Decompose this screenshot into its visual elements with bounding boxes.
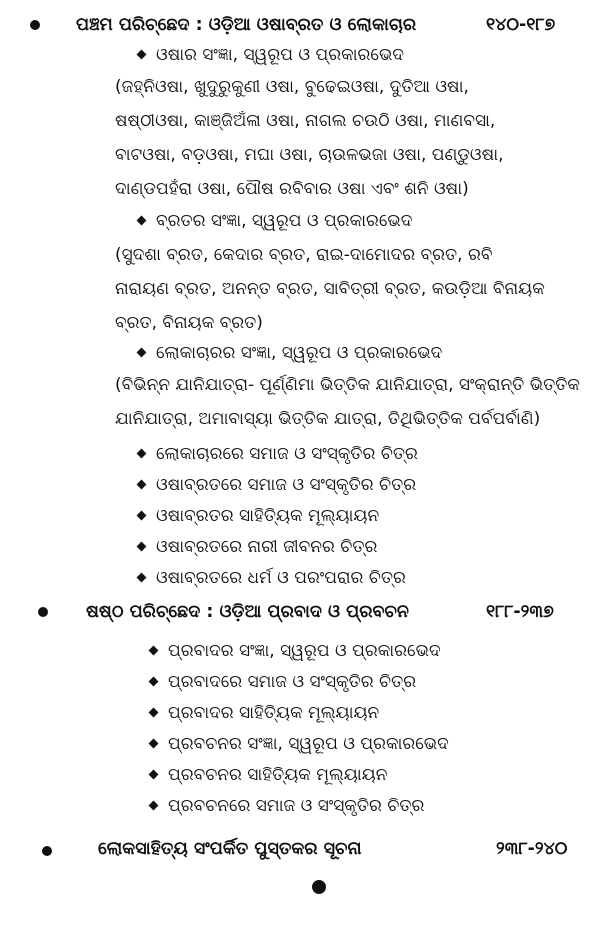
detail-line: ବାଟଓଷା, ବଡ଼ଓଷା, ମଘା ଓଷା, ଚାଉଳଭଜା ଓଷା, ପଣ୍ଡୁଓଷା,: [115, 145, 504, 165]
chapter-bullet-icon: [30, 20, 40, 30]
section-bullet-icon: [149, 801, 159, 811]
section-heading: ଲୋକାଚାରର ସଂଜ୍ଞା, ସ୍ୱରୂପ ଓ ପ୍ରକାରଭେଦ: [156, 343, 443, 363]
detail-line: ଦାଣ୍ଡପହଁରା ଓଷା, ପୌଷ ରବିବାର ଓଷା ଏବଂ ଶନି ଓଷା): [115, 179, 469, 199]
section-heading: ଓଷାବ୍ରତରେ ନାରୀ ଜୀବନର ଚିତ୍ର: [156, 537, 378, 557]
section-heading: ପ୍ରବଚନର ସଂଜ୍ଞା, ସ୍ୱରୂପ ଓ ପ୍ରକାରଭେଦ: [168, 734, 449, 754]
section-bullet-icon: [137, 216, 147, 226]
chapter-pages: ୧୮୮-୨୩୭: [486, 602, 554, 622]
detail-line: (ବିଭିନ୍ନ ଯାନିଯାତ୍ରା- ପୂର୍ଣ୍ଣିମା ଭିତ୍ତିକ ଯାନିଯାତ୍ରା, ସଂକ୍ରାନ୍ତି ଭିତ୍ତିକ: [115, 375, 580, 395]
detail-line: ଷଷ୍ଠୀଓଷା, କାଞ୍ଜିଅଁଳା ଓଷା, ନାଗଲ ଚଉଠି ଓଷା, ମାଣବସା,: [115, 111, 496, 131]
section-heading: ଓଷାବ୍ରତର ସାହିତ୍ୟିକ ମୂଲ୍ୟାୟନ: [156, 506, 380, 526]
section-bullet-icon: [137, 348, 147, 358]
section-heading: ପ୍ରବାଦର ସଂଜ୍ଞା, ସ୍ୱରୂପ ଓ ପ୍ରକାରଭେଦ: [168, 641, 441, 661]
section-bullet-icon: [137, 573, 147, 583]
page-end-dot-icon: [312, 880, 326, 894]
detail-line: ବ୍ରତ, ବିନାୟକ ବ୍ରତ): [115, 313, 263, 333]
chapter-pages: ୨୩୮-୨୪୦: [496, 839, 568, 859]
section-heading: ଓଷାବ୍ରତରେ ସମାଜ ଓ ସଂସ୍କୃତିର ଚିତ୍ର: [156, 475, 417, 495]
section-heading: ପ୍ରବାଦରେ ସମାଜ ଓ ସଂସ୍କୃତିର ଚିତ୍ର: [168, 672, 417, 692]
section-bullet-icon: [149, 708, 159, 718]
section-bullet-icon: [137, 480, 147, 490]
section-heading: ପ୍ରବାଦର ସାହିତ୍ୟିକ ମୂଲ୍ୟାୟନ: [168, 703, 380, 723]
detail-line: ଯାନିଯାତ୍ରା, ଅମାବାସ୍ୟା ଭିତ୍ତିକ ଯାତ୍ରା, ତିଥିଭିତ୍ତିକ ପର୍ବପର୍ବାଣି): [115, 409, 541, 429]
section-bullet-icon: [149, 646, 159, 656]
section-bullet-icon: [137, 542, 147, 552]
section-bullet-icon: [137, 449, 147, 459]
detail-line: ନାରାୟଣ ବ୍ରତ, ଅନନ୍ତ ବ୍ରତ, ସାବିତ୍ରୀ ବ୍ରତ, କଉଡ଼ିଆ ବିନାୟକ: [115, 279, 545, 299]
section-bullet-icon: [149, 770, 159, 780]
section-heading: ବ୍ରତର ସଂଜ୍ଞା, ସ୍ୱରୂପ ଓ ପ୍ରକାରଭେଦ: [156, 211, 413, 231]
section-heading: ଓଷାର ସଂଜ୍ଞା, ସ୍ୱରୂପ ଓ ପ୍ରକାରଭେଦ: [156, 45, 405, 65]
detail-line: (ସୁଦଶା ବ୍ରତ, କେଦାର ବ୍ରତ, ରାଇ-ଦାମୋଦର ବ୍ରତ, ରବି: [115, 245, 493, 265]
chapter-title: ଷଷ୍ଠ ପରିଚ୍ଛେଦ : ଓଡ଼ିଆ ପ୍ରବାଦ ଓ ପ୍ରବଚନ: [86, 602, 409, 622]
section-bullet-icon: [149, 677, 159, 687]
chapter-pages: ୧୪୦-୧୮୭: [486, 15, 556, 35]
chapter-title: ପଞ୍ଚମ ପରିଚ୍ଛେଦ : ଓଡ଼ିଆ ଓଷାବ୍ରତ ଓ ଲୋକାଚାର: [76, 15, 417, 35]
section-heading: ଲୋକାଚାରରେ ସମାଜ ଓ ସଂସ୍କୃତିର ଚିତ୍ର: [156, 444, 418, 464]
chapter-bullet-icon: [38, 607, 48, 617]
section-bullet-icon: [137, 50, 147, 60]
section-heading: ପ୍ରବଚନର ସାହିତ୍ୟିକ ମୂଲ୍ୟାୟନ: [168, 765, 388, 785]
section-heading: ପ୍ରବଚନରେ ସମାଜ ଓ ସଂସ୍କୃତିର ଚିତ୍ର: [168, 796, 425, 816]
detail-line: (ଜହ୍ନିଓଷା, ଖୁଦୁରୁକୁଣୀ ଓଷା, ବୁଢେଇଓଷା, ଦୁତିଆ ଓଷା,: [115, 77, 469, 97]
chapter-bullet-icon: [42, 846, 52, 856]
section-heading: ଓଷାବ୍ରତରେ ଧର୍ମ ଓ ପରଂପରାର ଚିତ୍ର: [156, 568, 406, 588]
section-bullet-icon: [137, 511, 147, 521]
chapter-title: ଲୋକସାହିତ୍ୟ ସଂପର୍କିତ ପୁସ୍ତକର ସୂଚନା: [98, 839, 362, 859]
section-bullet-icon: [149, 739, 159, 749]
